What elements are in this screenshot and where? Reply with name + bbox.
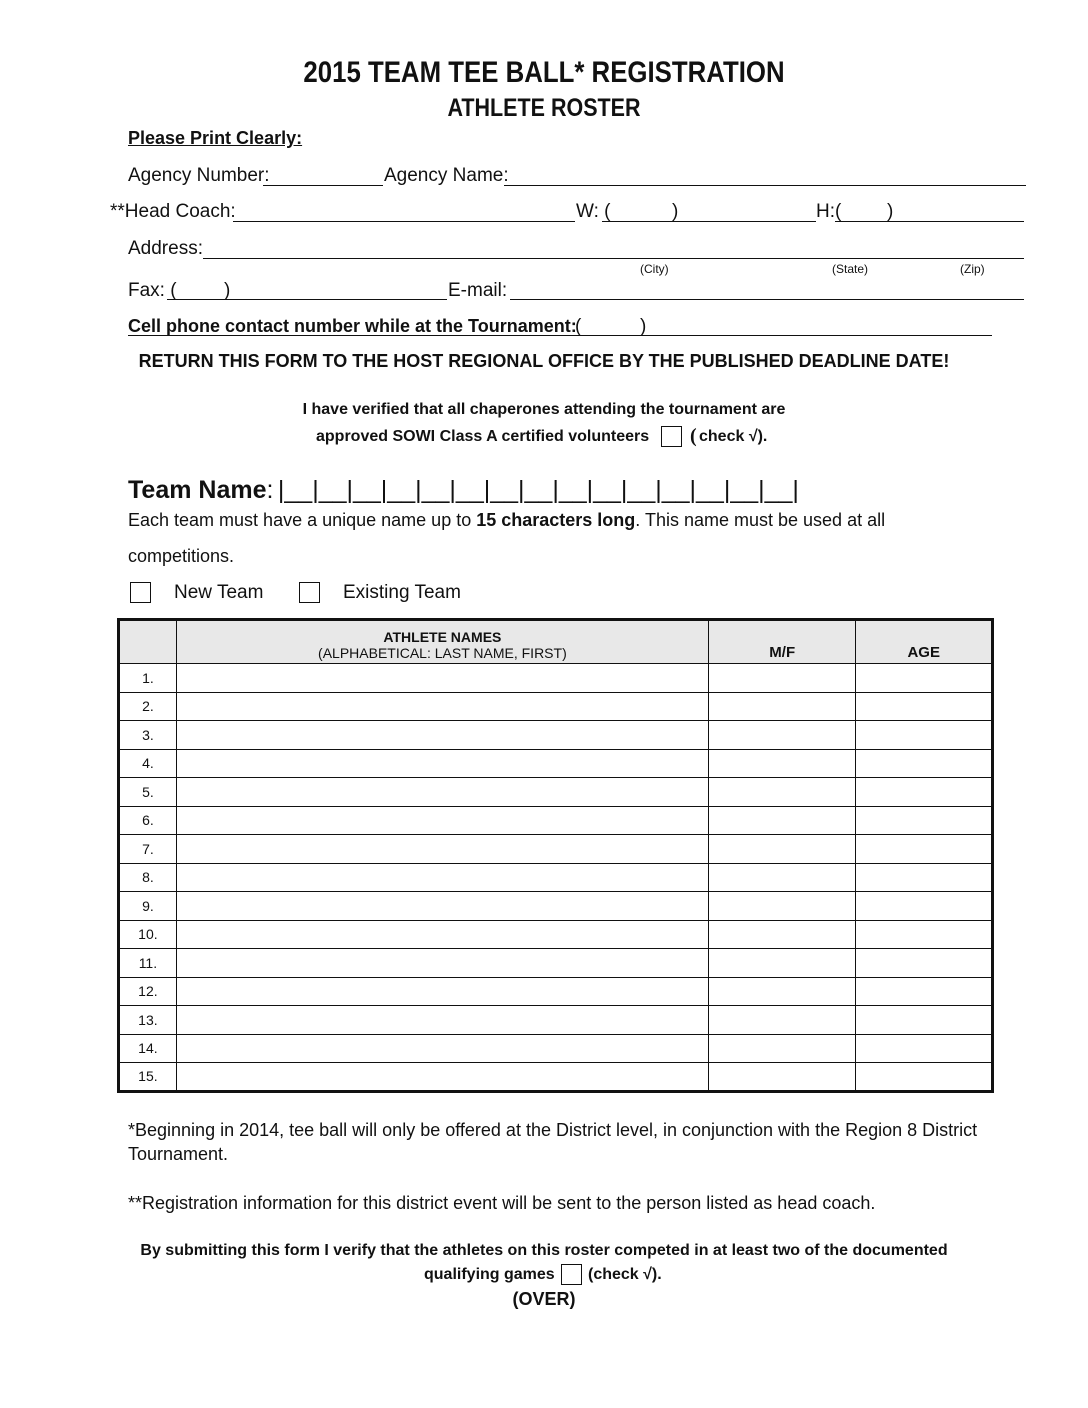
fax-label: Fax: ( (128, 280, 177, 301)
new-team-checkbox[interactable] (130, 582, 151, 603)
athlete-name-cell[interactable] (176, 664, 708, 693)
gender-cell[interactable] (708, 664, 855, 693)
athlete-name-cell[interactable] (176, 863, 708, 892)
gender-cell[interactable] (708, 1063, 855, 1092)
athlete-name-cell[interactable] (176, 1034, 708, 1063)
agency-number-label: Agency Number: (128, 165, 270, 186)
agency-name-label: Agency Name: (384, 165, 509, 186)
row-number: 12. (119, 977, 177, 1006)
row-number: 14. (119, 1034, 177, 1063)
row-number: 8. (119, 863, 177, 892)
work-phone-close: ) (672, 201, 679, 222)
footnote-tee-ball-1: *Beginning in 2014, tee ball will only be offered at the District level, in conjunction with the Region 8 District (128, 1120, 978, 1140)
table-row (119, 749, 993, 778)
gender-cell[interactable] (708, 949, 855, 978)
athlete-name-cell[interactable] (176, 806, 708, 835)
table-row (119, 835, 993, 864)
age-cell[interactable] (856, 920, 993, 949)
table-row (119, 949, 993, 978)
gender-cell[interactable] (708, 1006, 855, 1035)
athlete-name-cell[interactable] (176, 721, 708, 750)
age-cell[interactable] (856, 863, 993, 892)
age-cell[interactable] (856, 892, 993, 921)
home-phone-close: ) (887, 201, 894, 222)
header-athlete-names-sub: (ALPHABETICAL: LAST NAME, FIRST) (318, 645, 567, 661)
table-header-row (119, 620, 993, 664)
existing-team-label: Existing Team (343, 582, 461, 603)
submit-verify-line1: By submitting this form I verify that the athletes on this roster competed in at least two of the documented (140, 1242, 948, 1259)
print-clearly-note: Please Print Clearly: (128, 128, 303, 148)
verify-chaperones-line1: I have verified that all chaperones attending the tournament are (302, 401, 786, 418)
work-phone-label: W: ( (576, 201, 611, 222)
table-row (119, 920, 993, 949)
age-cell[interactable] (856, 1006, 993, 1035)
check-open-paren: ( (690, 425, 697, 447)
team-name-colon: : (266, 476, 274, 504)
table-row (119, 892, 993, 921)
existing-team-checkbox[interactable] (299, 582, 320, 603)
fax-close: ) (224, 280, 231, 301)
gender-cell[interactable] (708, 977, 855, 1006)
header-athlete-names-title: ATHLETE NAMES (383, 629, 502, 645)
gender-cell[interactable] (708, 806, 855, 835)
table-row (119, 1034, 993, 1063)
cell-close: ) (640, 316, 647, 337)
header-athlete-names (176, 620, 708, 664)
athlete-name-cell[interactable] (176, 892, 708, 921)
team-name-note-bold: 15 characters long (476, 510, 636, 530)
fax-line[interactable] (167, 299, 447, 300)
head-coach-line[interactable] (233, 221, 575, 222)
table-row (119, 778, 993, 807)
footnote-registration: **Registration information for this district event will be sent to the person listed as head coach. (128, 1193, 876, 1213)
gender-cell[interactable] (708, 920, 855, 949)
table-row (119, 977, 993, 1006)
age-cell[interactable] (856, 949, 993, 978)
footnote-tee-ball-2: Tournament. (128, 1144, 229, 1164)
row-number: 15. (119, 1063, 177, 1092)
athlete-name-cell[interactable] (176, 977, 708, 1006)
row-number: 2. (119, 692, 177, 721)
row-number: 3. (119, 721, 177, 750)
age-cell[interactable] (856, 664, 993, 693)
team-name-note-2: . This name must be used at all (635, 510, 886, 530)
work-phone-line[interactable] (602, 221, 816, 222)
gender-cell[interactable] (708, 721, 855, 750)
row-number: 7. (119, 835, 177, 864)
table-row (119, 806, 993, 835)
team-name-label: Team Name (128, 476, 267, 504)
form-subtitle: ATHLETE ROSTER (447, 94, 641, 122)
table-row (119, 1063, 993, 1092)
row-number: 5. (119, 778, 177, 807)
gender-cell[interactable] (708, 749, 855, 778)
team-name-row (128, 476, 799, 505)
team-name-slots[interactable]: |__|__|__|__|__|__|__|__|__|__|__|__|__|__|__| (277, 476, 799, 504)
agency-name-line[interactable] (504, 185, 1026, 186)
age-cell[interactable] (856, 806, 993, 835)
submit-check-label: (check √). (588, 1266, 662, 1283)
row-number: 9. (119, 892, 177, 921)
table-row (119, 692, 993, 721)
state-caption: (State) (832, 262, 869, 276)
cell-phone-label: Cell phone contact number while at the Tournament: (128, 316, 577, 336)
row-number: 1. (119, 664, 177, 693)
age-cell[interactable] (856, 1034, 993, 1063)
age-cell[interactable] (856, 835, 993, 864)
athlete-roster-table (117, 618, 994, 1093)
new-team-label: New Team (174, 582, 264, 603)
team-name-note-1: Each team must have a unique name up to (128, 510, 477, 530)
age-cell[interactable] (856, 692, 993, 721)
verify-chaperones-line2: approved SOWI Class A certified volunteers (316, 428, 650, 445)
qualifying-games-checkbox[interactable] (561, 1264, 582, 1285)
address-line[interactable] (203, 258, 1024, 259)
cell-open: ( (575, 316, 582, 337)
header-age: AGE (856, 620, 993, 664)
gender-cell[interactable] (708, 692, 855, 721)
address-label: Address: (128, 238, 203, 259)
return-notice: RETURN THIS FORM TO THE HOST REGIONAL OFFICE BY THE PUBLISHED DEADLINE DATE! (138, 351, 950, 371)
athlete-name-cell[interactable] (176, 1006, 708, 1035)
agency-number-line[interactable] (263, 185, 383, 186)
chaperone-checkbox[interactable] (661, 426, 682, 447)
row-number: 13. (119, 1006, 177, 1035)
gender-cell[interactable] (708, 778, 855, 807)
age-cell[interactable] (856, 977, 993, 1006)
gender-cell[interactable] (708, 835, 855, 864)
team-name-note-3: competitions. (128, 546, 235, 566)
athlete-name-cell[interactable] (176, 949, 708, 978)
age-cell[interactable] (856, 721, 993, 750)
gender-cell[interactable] (708, 892, 855, 921)
check-label: check √). (699, 428, 768, 445)
athlete-name-cell[interactable] (176, 835, 708, 864)
age-cell[interactable] (856, 1063, 993, 1092)
header-mf: M/F (708, 620, 855, 664)
email-label: E-mail: (448, 280, 508, 301)
row-number: 6. (119, 806, 177, 835)
table-row (119, 863, 993, 892)
gender-cell[interactable] (708, 1034, 855, 1063)
roster-body (119, 664, 993, 1092)
table-row (119, 664, 993, 693)
home-phone-line[interactable] (835, 221, 1024, 222)
table-row (119, 1006, 993, 1035)
table-row (119, 721, 993, 750)
header-number-cell (119, 620, 177, 664)
cell-phone-line[interactable] (128, 335, 992, 336)
home-phone-label: H:( (816, 201, 842, 222)
athlete-name-cell[interactable] (176, 778, 708, 807)
athlete-name-cell[interactable] (176, 749, 708, 778)
over-label: (OVER) (512, 1289, 576, 1309)
email-line[interactable] (510, 299, 1024, 300)
athlete-name-cell[interactable] (176, 692, 708, 721)
athlete-name-cell[interactable] (176, 920, 708, 949)
form-title: 2015 TEAM TEE BALL* REGISTRATION (303, 56, 785, 89)
row-number: 4. (119, 749, 177, 778)
zip-caption: (Zip) (960, 262, 985, 276)
head-coach-label: **Head Coach: (110, 201, 236, 222)
city-caption: (City) (640, 262, 669, 276)
row-number: 10. (119, 920, 177, 949)
row-number: 11. (119, 949, 177, 978)
age-cell[interactable] (856, 778, 993, 807)
age-cell[interactable] (856, 749, 993, 778)
submit-verify-line2: qualifying games (424, 1266, 555, 1283)
team-name-note (128, 510, 885, 531)
athlete-name-cell[interactable] (176, 1063, 708, 1092)
gender-cell[interactable] (708, 863, 855, 892)
